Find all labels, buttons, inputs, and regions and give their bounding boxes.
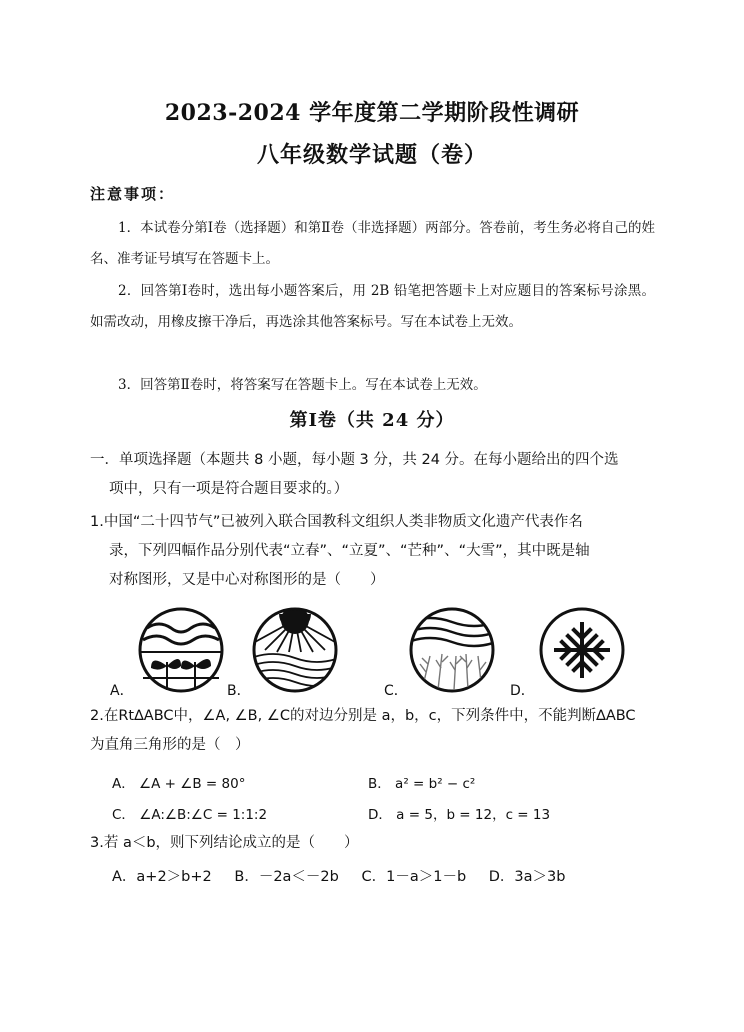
exam-title-line1: 2023-2024 学年度第二学期阶段性调研 bbox=[164, 100, 580, 126]
question-2-line1: 2.在Rt∆ABC中，∠A, ∠B, ∠C的对边分别是 a，b，c，下列条件中，不能判断∆ABC bbox=[90, 708, 636, 724]
q1-option-b: B． bbox=[227, 683, 251, 699]
section-title: 第Ⅰ卷（共 24 分） bbox=[289, 410, 455, 431]
q2-option-d: D． a = 5，b = 12，c = 13 bbox=[368, 807, 551, 823]
q2-option-a: A． ∠A + ∠B = 80° bbox=[112, 776, 246, 792]
question-1-line3: 对称图形，又是中心对称图形的是（ ） bbox=[109, 572, 385, 588]
notes-item-3: 3．回答第Ⅱ卷时，将答案写在答题卡上。写在本试卷上无效。 bbox=[118, 377, 487, 393]
q3-option-b: B．－2a＜－2b bbox=[234, 869, 339, 885]
question-2-line2: 为直角三角形的是（ ） bbox=[90, 737, 250, 753]
part-heading-line2: 项中，只有一项是符合题目要求的。） bbox=[109, 481, 349, 497]
snowflake-circle-icon bbox=[538, 606, 626, 694]
question-1-line1: 1.中国“二十四节气”已被列入联合国教科文组织人类非物质文化遗产代表作名 bbox=[90, 514, 583, 530]
q1-option-c: C． bbox=[384, 683, 408, 699]
question-2 bbox=[90, 702, 655, 760]
q3-option-d: D．3a＞3b bbox=[488, 869, 566, 885]
question-3-stem: 3.若 a＜b，则下列结论成立的是（ ） bbox=[90, 835, 359, 851]
q3-option-c: C．1－a＞1－b bbox=[361, 869, 467, 885]
notes-item-2: 2．回答第Ⅰ卷时，选出每小题答案后，用 2B 铅笔把答题卡上对应题目的答案标号涂黑。如需改动，用橡皮擦干净后，再选涂其他答案标号。写在本试卷上无效。 bbox=[90, 283, 655, 330]
q1-option-a: A． bbox=[110, 683, 134, 699]
sprout-circle-icon bbox=[137, 606, 225, 694]
sun-waves-circle-icon bbox=[251, 606, 339, 694]
part-heading bbox=[90, 446, 655, 504]
q1-option-d: D． bbox=[510, 683, 535, 699]
question-1 bbox=[90, 508, 655, 595]
q2-option-c: C． ∠A:∠B:∠C = 1:1:2 bbox=[112, 807, 268, 823]
wheat-waves-circle-icon bbox=[408, 606, 496, 694]
q2-option-b: B． a² = b² − c² bbox=[368, 776, 476, 792]
question-3-options bbox=[112, 865, 583, 886]
question-1-line2: 录，下列四幅作品分别代表“立春”、“立夏”、“芒种”、“大雪”，其中既是轴 bbox=[109, 543, 590, 559]
part-heading-line1: 一．单项选择题（本题共 8 小题，每小题 3 分，共 24 分。在每小题给出的四个选 bbox=[90, 452, 619, 468]
q3-option-a: A．a+2＞b+2 bbox=[112, 869, 212, 885]
exam-title-line2: 八年级数学试题（卷） bbox=[256, 142, 487, 168]
notes-heading: 注意事项： bbox=[90, 185, 176, 203]
notes-item-1: 1．本试卷分第Ⅰ卷（选择题）和第Ⅱ卷（非选择题）两部分。答卷前，考生务必将自己的姓名、准考证号填写在答题卡上。 bbox=[90, 220, 655, 267]
